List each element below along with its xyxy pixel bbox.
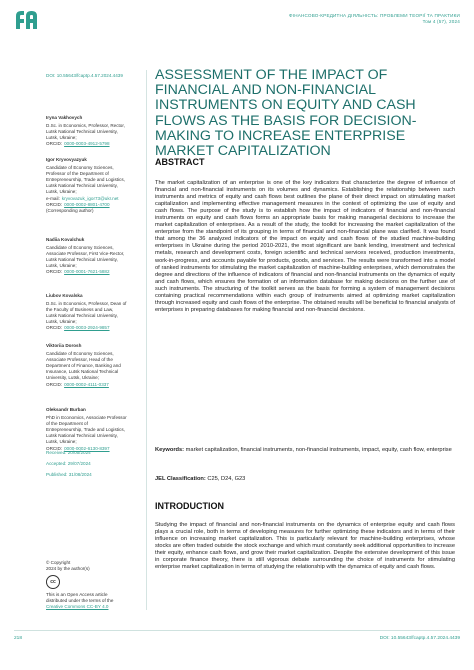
author-affiliation-line: Lutsk National Technical University, [46,257,118,263]
email-label: e-mail: [46,195,60,201]
author-orcid-row [46,382,142,388]
author-affiliation-line: Lutsk, Ukraine; [46,319,77,325]
orcid-label: ORCID: [46,325,63,331]
author-affiliation-line: of the Department of [46,421,88,427]
cc-license-icon: cc [46,575,60,589]
journal-header [289,13,460,25]
jel-classification [155,476,455,483]
author-affiliation-line: D.Sc. in Economics, Professor, Dean of [46,301,127,307]
author-orcid-row [46,141,142,147]
license-link[interactable]: Creative Commons CC-BY 4.0 [46,604,109,610]
author-name: Iryna Vakhovych [46,115,83,120]
author-affiliation-line: Associate Professor, First Vice-Rector, [46,251,125,257]
corresponding-author-note: (Corresponding author) [46,207,94,213]
author-affiliation-line: Department of Finance, Banking and [46,363,121,369]
accepted-date: Accepted: 29/07/2024 [46,461,91,466]
author-block [46,293,142,332]
orcid-label: ORCID: [46,141,63,147]
orcid-link[interactable]: 0000-0002-4111-0337 [64,381,109,387]
author-block [46,115,142,147]
orcid-link[interactable]: 0000-0002-8801-4700 [64,201,110,207]
author-orcid-row [46,325,142,331]
author-block [46,157,142,214]
published-date: Published: 31/08/2024 [46,472,92,477]
author-affiliation-line: Professor of the Department of [46,171,109,177]
orcid-label: ORCID: [46,201,63,207]
author-affiliation-line: Lutsk National Technical University, [46,433,118,439]
author-affiliation-line: Associate Professor, Head of the [46,357,113,363]
orcid-link[interactable]: 0000-0003-4912-5798 [64,141,110,147]
column-divider [146,70,147,610]
footer-doi[interactable]: DOI: 10.55643/fcaptp.4.57.2024.4439 [379,636,460,641]
author-block [46,343,142,388]
author-name: Liubov Kovalska [46,293,83,298]
copyright-block [46,560,142,610]
abstract-text: The market capitalization of an enterprise is one of the key indicators that characterize the degree of influence of financial and non-financial instruments on its volumes and dynamics. Establishing the relationship between such instruments and metrics of equity and cash flows best outlines the plane of their direct impact on stimulating market capitalization and implementing effective management measures in the context of optimizing the use of equity and cash flows. The purpose of the study is to establish how the impact of indicators of financial and non-financial instruments on equity and cash flows forms an appropriate basis for making managerial decisions to increase the market capitalization of enterprises. As a result of the study, the toolkit for increasing the market capitalization of the enterprise from the standpoint of its grouping in terms of financial and non-financial plane was clarified. It was found that among the 36 analyzed indicators of the impact on equity and cash flows of the studied machine-building enterprises in Ukraine during the period 2010-2021, the most significant are bank lending, investment and technical metals, research and development costs, foreign scientific and technical services received, production investments, work-in-progress, and accounts payable for products, goods, and services. The results were transformed into a model of ranked instruments for stimulating the market capitalization of machine-building enterprises, which demonstrates the degree and directions of the influence of indicators of financial and non-financial instruments on the dynamics of equity and cash flows, which ensures the formation of an information database for making decisions on the further use of such instruments. The structuring of the toolkit serves as the basis for forming a system of management decisions containing practical recommendations within each group of instruments aimed at optimizing market capitalization through increased equity and cash flows of the enterprise. The obtained results will be beneficial to financial analysts of enterprises in preparing databases for making financial and non-financial decisions. [155,180,455,313]
keywords [155,447,455,454]
author-email[interactable]: kryvovazuk_igor73@ukr.net [61,195,119,201]
author-name: Oleksandr Burban [46,407,86,412]
orcid-link[interactable]: 0000-0003-2924-9857 [64,325,110,331]
journal-logo-icon [14,10,38,30]
author-affiliation-line: Insurance, Lutsk National Technical [46,369,119,375]
author-affiliation-line: Lutsk, Ukraine; [46,189,77,195]
article-title: ASSESSMENT OF THE IMPACT OF FINANCIAL AND NON-FINANCIAL INSTRUMENTS ON EQUITY AND CASH FLOWS AS THE BASIS FOR DECISION-MAKING TO INCREASE ENTERPRISE MARKET CAPITALIZATION [155,67,417,160]
journal-name: ФІНАНСОВО-КРЕДИТНА ДІЯЛЬНІСТЬ: ПРОБЛЕМИ ТЕОРІЇ ТА ПРАКТИКИ [289,13,460,18]
received-date: Received: 20/05/2024 [46,450,91,455]
author-affiliation-line: Lutsk National Technical University, [46,183,118,189]
author-affiliation-line: D.Sc. in Economics, Professor, Rector, [46,123,125,129]
copyright-line: © Copyright [46,560,71,565]
orcid-link[interactable]: 0000-0001-7621-5882 [64,269,110,275]
keywords-label: Keywords: [155,447,185,453]
author-block [46,237,142,276]
doi-link[interactable]: DOI: 10.55643/fcaptp.4.57.2024.4439 [46,73,123,78]
footer-divider [14,630,460,631]
oa-line: distributed under the terms of the [46,598,114,604]
open-access-text [46,592,142,610]
author-affiliation-line: University, Lutsk, Ukraine; [46,375,100,381]
author-name: Viktoriia Dorosh [46,343,82,348]
author-name: Nadiia Kovalchuk [46,237,85,242]
page-number: 218 [14,636,23,641]
copyright-year: 2024 by the author(s) [46,566,90,572]
author-name: Igor Kryvovyazyuk [46,157,87,162]
author-affiliation-line: Candidate of Economy Sciences, [46,165,114,171]
article-dates [46,447,92,480]
abstract-heading: ABSTRACT [155,157,205,167]
author-affiliation-line: Lutsk National Technical University, [46,313,118,319]
orcid-label: ORCID: [46,445,63,451]
author-affiliation-line: Entrepreneurship, Trade and Logistics, [46,177,125,183]
author-affiliation-line: PhD in Economics, Associate Professor [46,415,127,421]
introduction-text: Studying the impact of financial and non-financial instruments on the dynamics of enterprise equity and cash flows plays a crucial role, both in terms of developing measures for further optimizing these indicators and in terms of their influence on increasing market capitalization. This is particularly relevant for machine-building enterprises, whose stocks are often traded outside the stock exchange and which must constantly seek additional opportunities to increase their equity, enhance cash flows, and grow their market capitalization. Despite the extensive development of this issue in corporate finance theory, there is still vigorous debate surrounding the choice of instruments for stimulating enterprise market capitalization in terms of studying the relationship with the dynamics of equity and cash flows. [155,522,455,571]
jel-label: JEL Classification: [155,476,206,482]
author-affiliation-line: Candidate of Economy Sciences, [46,351,114,357]
jel-text: C25, D24, G23 [207,476,246,482]
author-affiliation-line: Lutsk National Technical University, [46,129,118,135]
author-affiliation-line: Lutsk, Ukraine; [46,263,77,269]
orcid-label: ORCID: [46,269,63,275]
author-orcid-row [46,269,142,275]
author-affiliation-line: Entrepreneurship, Trade and Logistics, [46,427,125,433]
author-affiliation-line: the Faculty of Business and Law, [46,307,114,313]
journal-volume: Том 4 (57), 2024 [422,19,460,24]
orcid-label: ORCID: [46,381,63,387]
author-affiliation-line: Lutsk, Ukraine; [46,439,77,445]
orcid-link[interactable]: 0000-0002-6130-8397 [64,445,110,451]
author-affiliation-line: Candidate of Economy Sciences, [46,245,114,251]
keywords-text: market capitalization, financial instruments, non-financial instruments, impact, equity, cash flow, enterprise [185,447,452,453]
introduction-heading: INTRODUCTION [155,501,224,511]
author-affiliation-line: Lutsk, Ukraine; [46,135,77,141]
oa-line: This is an Open Access article [46,592,108,598]
author-block [46,407,142,452]
